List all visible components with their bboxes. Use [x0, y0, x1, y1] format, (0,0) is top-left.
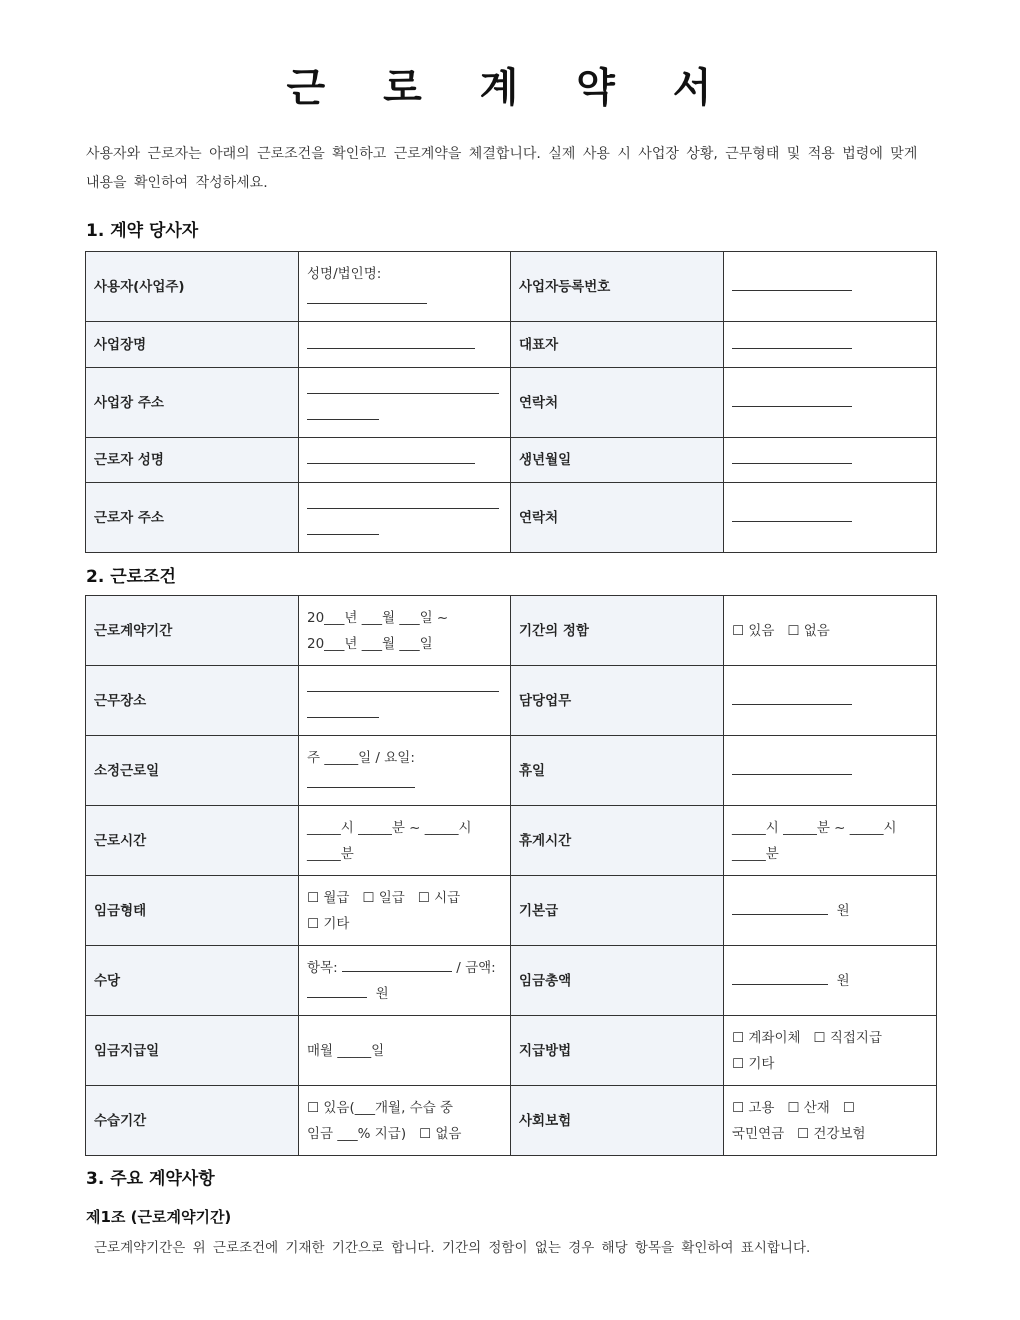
label-pay-day: 임금지급일 [86, 1016, 299, 1086]
pay-method-line-1: ☐ 계좌이체 ☐ 직접지급 [732, 1029, 882, 1046]
label-representative: 대표자 [511, 322, 724, 368]
period-start: 20___년 ___월 ___일 ~ [307, 609, 449, 626]
table-row [86, 806, 937, 876]
label-fixed-term: 기간의 정함 [511, 596, 724, 666]
field-caption: 항목: [307, 959, 338, 976]
blank-line[interactable] [732, 332, 852, 349]
break-time-line-1: _____시 _____분 ~ _____시 [732, 819, 897, 836]
label-work-hours: 근로시간 [86, 806, 299, 876]
label-business-reg-no: 사업자등록번호 [511, 252, 724, 322]
period-end: 20___년 ___월 ___일 [307, 635, 433, 652]
blank-line[interactable] [732, 968, 828, 985]
table-row [86, 736, 937, 806]
table-row [86, 1086, 937, 1156]
label-workplace-name: 사업장명 [86, 322, 299, 368]
article-1-title: 제1조 (근로계약기간) [86, 1208, 232, 1226]
label-duties: 담당업무 [511, 666, 724, 736]
document-title: 근 로 계 약 서 [286, 65, 734, 111]
break-time-line-2: _____분 [732, 845, 779, 862]
table-row [86, 946, 937, 1016]
blank-line[interactable] [307, 287, 427, 304]
label-probation: 수습기간 [86, 1086, 299, 1156]
representative-field[interactable] [724, 322, 937, 368]
wage-type-line-1: ☐ 월급 ☐ 일급 ☐ 시급 [307, 889, 461, 906]
label-base-pay: 기본급 [511, 876, 724, 946]
holidays-field[interactable] [724, 736, 937, 806]
blank-line[interactable] [307, 377, 499, 394]
social-insurance-checkboxes[interactable] [724, 1086, 937, 1156]
fixed-term-checkboxes[interactable]: ☐ 있음 ☐ 없음 [724, 596, 937, 666]
blank-line[interactable] [307, 492, 499, 509]
table-row [86, 322, 937, 368]
worker-name-field[interactable] [299, 438, 511, 483]
business-reg-no-field[interactable] [724, 252, 937, 322]
employer-name-field[interactable] [299, 252, 511, 322]
duties-field[interactable] [724, 666, 937, 736]
workplace-address-field[interactable] [299, 368, 511, 438]
table-row [86, 1016, 937, 1086]
total-pay-field[interactable] [724, 946, 937, 1016]
section-2-heading: 2. 근로조건 [86, 567, 176, 587]
article-1-body: 근로계약기간은 위 근로조건에 기재한 기간으로 합니다. 기간의 정함이 없는 경우 해당 항목을 확인하여 표시합니다. [94, 1240, 811, 1256]
label-total-pay: 임금총액 [511, 946, 724, 1016]
probation-line-2: 임금 ___% 지급) ☐ 없음 [307, 1125, 462, 1142]
blank-line[interactable] [307, 447, 475, 464]
blank-line[interactable] [732, 898, 828, 915]
table-row [86, 876, 937, 946]
worker-address-field[interactable] [299, 483, 511, 553]
parties-table [85, 251, 937, 553]
work-days-field[interactable] [299, 736, 511, 806]
label-birthdate: 생년월일 [511, 438, 724, 483]
wage-type-checkboxes[interactable] [299, 876, 511, 946]
probation-line-1: ☐ 있음(___개월, 수습 중 [307, 1099, 454, 1116]
blank-line[interactable] [732, 390, 852, 407]
work-hours-field[interactable] [299, 806, 511, 876]
label-allowance: 수당 [86, 946, 299, 1016]
field-caption: 성명/법인명: [307, 265, 382, 282]
blank-line[interactable] [307, 701, 379, 718]
employer-contact-field[interactable] [724, 368, 937, 438]
label-workplace-address: 사업장 주소 [86, 368, 299, 438]
work-hours-line-2: _____분 [307, 845, 354, 862]
label-holidays: 휴일 [511, 736, 724, 806]
blank-line[interactable] [732, 688, 852, 705]
blank-line[interactable] [307, 403, 379, 420]
currency-unit: 원 [375, 985, 389, 1002]
blank-line[interactable] [732, 505, 852, 522]
blank-line[interactable] [307, 518, 379, 535]
table-row [86, 666, 937, 736]
label-contract-period: 근로계약기간 [86, 596, 299, 666]
table-row [86, 483, 937, 553]
work-hours-line-1: _____시 _____분 ~ _____시 [307, 819, 472, 836]
label-wage-type: 임금형태 [86, 876, 299, 946]
blank-line[interactable] [307, 675, 499, 692]
table-row [86, 252, 937, 322]
pay-day-field[interactable]: 매월 _____일 [299, 1016, 511, 1086]
work-place-field[interactable] [299, 666, 511, 736]
label-social-insurance: 사회보험 [511, 1086, 724, 1156]
currency-unit: 원 [836, 902, 850, 919]
label-employer-contact: 연락처 [511, 368, 724, 438]
pay-method-checkboxes[interactable] [724, 1016, 937, 1086]
blank-line[interactable] [732, 274, 852, 291]
conditions-table [85, 595, 937, 1156]
blank-line[interactable] [307, 981, 367, 998]
wage-type-line-2: ☐ 기타 [307, 915, 350, 932]
currency-unit: 원 [836, 972, 850, 989]
probation-field[interactable] [299, 1086, 511, 1156]
blank-line[interactable] [307, 771, 415, 788]
section-1-heading: 1. 계약 당사자 [86, 221, 199, 241]
table-row [86, 438, 937, 483]
blank-line[interactable] [342, 955, 452, 972]
label-work-place: 근무장소 [86, 666, 299, 736]
label-break-time: 휴게시간 [511, 806, 724, 876]
blank-line[interactable] [732, 758, 852, 775]
label-worker-contact: 연락처 [511, 483, 724, 553]
section-3-heading: 3. 주요 계약사항 [86, 1169, 215, 1189]
table-row [86, 368, 937, 438]
insurance-line-1: ☐ 고용 ☐ 산재 ☐ [732, 1099, 855, 1116]
workplace-name-field[interactable] [299, 322, 511, 368]
pay-method-line-2: ☐ 기타 [732, 1055, 775, 1072]
base-pay-field[interactable] [724, 876, 937, 946]
contract-period-field[interactable] [299, 596, 511, 666]
label-work-days: 소정근로일 [86, 736, 299, 806]
field-caption: / 금액: [456, 959, 496, 976]
label-pay-method: 지급방법 [511, 1016, 724, 1086]
allowance-field[interactable] [299, 946, 511, 1016]
field-caption: 주 _____일 / 요일: [307, 749, 415, 766]
table-row [86, 596, 937, 666]
insurance-line-2: 국민연금 ☐ 건강보험 [732, 1125, 866, 1142]
blank-line[interactable] [732, 447, 852, 464]
birthdate-field[interactable] [724, 438, 937, 483]
break-time-field[interactable] [724, 806, 937, 876]
label-worker-address: 근로자 주소 [86, 483, 299, 553]
label-employer: 사용자(사업주) [86, 252, 299, 322]
intro-paragraph: 사용자와 근로자는 아래의 근로조건을 확인하고 근로계약을 체결합니다. 실제 사용 시 사업장 상황, 근무형태 및 적용 법령에 맞게 내용을 확인하여 작성하세요. [86, 146, 918, 191]
blank-line[interactable] [307, 332, 475, 349]
label-worker-name: 근로자 성명 [86, 438, 299, 483]
worker-contact-field[interactable] [724, 483, 937, 553]
